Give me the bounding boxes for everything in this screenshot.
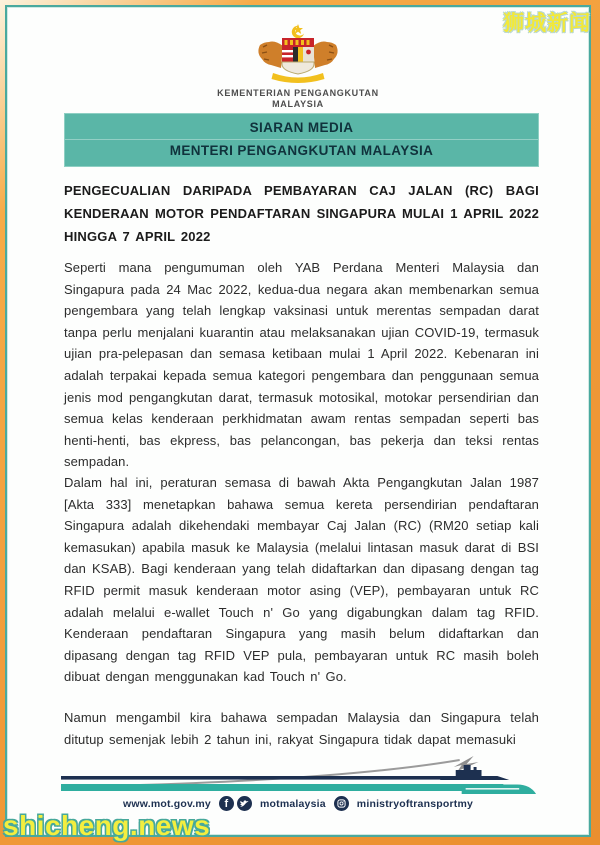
paragraph-3: Namun mengambil kira bahawa sempadan Malaysia dan Singapura telah ditutup semenjak lebih 2 tahun ini, rakyat Singapura tidak dapat memasuki [64,710,539,747]
watermark-bottom-left: shicheng.news [3,810,211,841]
train-icon [462,785,536,795]
banner-line2: MENTERI PENGANGKUTAN MALAYSIA [169,143,434,158]
watermark-top-right: 狮城新闻 [503,12,591,35]
ship-icon [440,765,509,780]
twitter-icon [237,796,252,811]
footer-transport-graphic [61,754,543,798]
flight-path-line [63,760,460,787]
ministry-name-line2: MALAYSIA [272,99,324,109]
banner-line1: SIARAN MEDIA [65,118,538,140]
press-release-banner [64,113,539,167]
ministry-name-line1: KEMENTERIAN PENGANGKUTAN [217,88,379,98]
paragraph-2: Dalam hal ini, peraturan semasa di bawah Akta Pengangkutan Jalan 1987 [Akta 333] menetapkan bahawa semua kereta persendirian pendaftaran Singapura adalah dikehendaki membayar Caj Jalan (RC) (RM20 setiap kali kemasukan) apabila masuk ke Malaysia (melalui lintasan masuk darat di BSI dan KSAB). Bagi kenderaan yang telah didaftarkan dan dipasang dengan tag RFID permit masuk kenderaan motor asing (VEP), pembayaran untuk RC adalah melalui e-wallet Touch n' Go yang digabungkan dalam tag RFID. Kenderaan pendaftaran Singapura yang masih belum didaftarkan dan dipasang dengan tag RFID VEP pula, pembayaran untuk RC masih boleh dibuat dengan menggunakan kad Touch n' Go. [64,475,539,685]
press-release-document [5,5,591,837]
instagram-icon [334,796,349,811]
press-release-title: PENGECUALIAN DARIPADA PEMBAYARAN CAJ JALAN (RC) BAGI KENDERAAN MOTOR PENDAFTARAN SINGAPURA MULAI 1 APRIL 2022 HINGGA 7 APRIL 2022 [64,183,539,244]
malaysia-coat-of-arms-icon [251,23,345,90]
footer-contact-row [7,796,589,811]
rail-line [61,784,503,791]
facebook-twitter-handle: motmalaysia [259,797,326,810]
ministry-name [7,88,589,110]
facebook-icon: f [219,796,234,811]
website-url: www.mot.gov.my [122,797,211,810]
paragraph-1: Seperti mana pengumuman oleh YAB Perdana Menteri Malaysia dan Singapura pada 24 Mac 2022, kedua-dua negara akan membenarkan semua pengembara yang telah lengkap vaksinasi untuk merentas sempadan darat tanpa perlu menjalani kuarantin atau melaksanakan ujian COVID-19, termasuk ujian pra-pelepasan dan semasa ketibaan mulai 1 April 2022. Kebenaran ini adalah terpakai kepada semua kategori pengembara dan penggunaan semua jenis mod pengangkutan darat, termasuk motosikal, motokar persendirian dan semua kelas kenderaan perkhidmatan awam rentas sempadan seperti bas henti-henti, bas ekpress, bas pelancongan, bas pekerja dan teksi rentas sempadan. [64,260,539,470]
sea-line [61,776,495,780]
instagram-handle: ministryoftransportmy [356,797,474,810]
